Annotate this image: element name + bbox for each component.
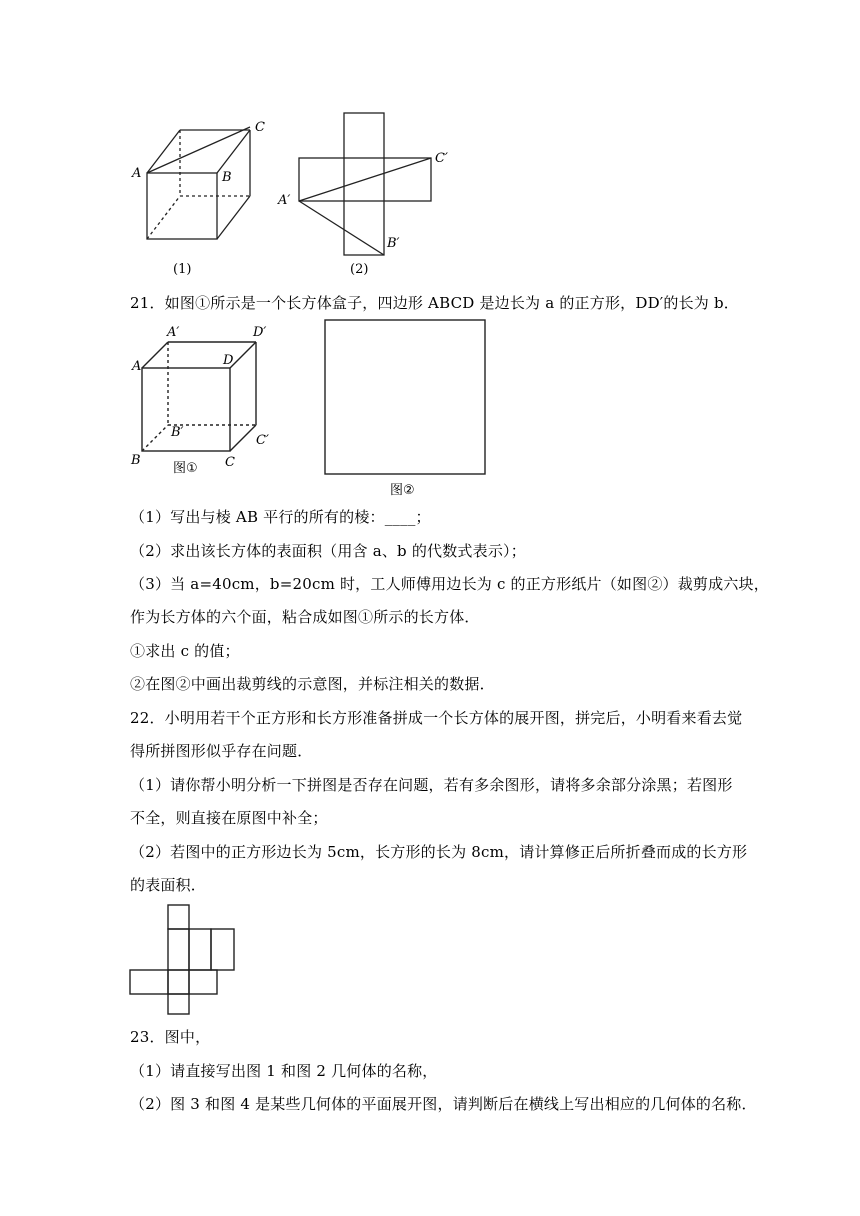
label-c: C: [255, 120, 265, 135]
q23-part-2: （2）图 3 和图 4 是某些几何体的平面展开图，请判断后在横线上写出相应的几何体的名称．: [130, 1095, 757, 1113]
q21-part-2: （2）求出该长方体的表面积（用含 a、b 的代数式表示）；: [130, 542, 526, 560]
q22-net-figure: [128, 903, 238, 1018]
caption-1: (1): [173, 262, 192, 277]
label-d-prime: D′: [253, 325, 267, 340]
net-line-ab: [299, 201, 384, 255]
label-a-prime: A′: [278, 193, 291, 208]
q21-part-3a: （3）当 a=40cm，b=20cm 时，工人师傅用边长为 c 的正方形纸片（如图②）裁剪成六块，: [130, 575, 769, 593]
label-c: C: [225, 455, 235, 470]
label-c-prime: C′: [256, 433, 269, 448]
q21-figures: [125, 318, 495, 500]
label-b: B: [222, 170, 232, 185]
q21-part-3-ii: ②在图②中画出裁剪线的示意图，并标注相关的数据．: [130, 675, 495, 693]
q21-part-3-i: ①求出 c 的值；: [130, 642, 240, 660]
caption-2: (2): [350, 262, 369, 277]
label-a: A: [132, 166, 142, 181]
label-d: D: [223, 353, 234, 368]
cuboid-net-diagram: [128, 903, 238, 1018]
q22-part-2b: 的表面积．: [130, 876, 207, 894]
cuboid-and-square-diagram: [125, 318, 495, 500]
q22-intro-a: 22．小明用若干个正方形和长方形准备拼成一个长方体的展开图，拼完后，小明看来看去觉: [130, 709, 743, 727]
caption-fig-2: 图②: [390, 483, 415, 498]
q23-intro: 23．图中，: [130, 1028, 211, 1046]
label-b-prime: B′: [171, 425, 184, 440]
q23-part-1: （1）请直接写出图 1 和图 2 几何体的名称，: [130, 1062, 438, 1080]
net-line-ac: [299, 158, 431, 201]
label-a: A: [132, 359, 142, 374]
label-b-prime: B′: [387, 236, 400, 251]
label-b: B: [131, 453, 141, 468]
square-paper: [325, 320, 485, 474]
q22-intro-b: 得所拼图形似乎存在问题．: [130, 742, 313, 760]
label-c-prime: C′: [435, 151, 448, 166]
q22-part-2a: （2）若图中的正方形边长为 5cm，长方形的长为 8cm，请计算修正后所折叠而成的长方形: [130, 843, 748, 861]
q21-part-1: （1）写出与棱 AB 平行的所有的棱：____；: [130, 508, 431, 526]
label-a-prime: A′: [167, 325, 180, 340]
caption-fig-1: 图①: [173, 461, 198, 476]
cube-net-diagram: [125, 105, 455, 280]
cube-front-face: [147, 173, 217, 239]
figure-cube-and-net: [125, 105, 455, 280]
q22-part-1b: 不全，则直接在原图中补全；: [130, 809, 328, 827]
q21-intro: 21．如图①所示是一个长方体盒子，四边形 ABCD 是边长为 a 的正方形，DD′的长为 b．: [130, 294, 739, 312]
q21-part-3b: 作为长方体的六个面，粘合成如图①所示的长方体．: [130, 608, 480, 626]
q22-part-1a: （1）请你帮小明分析一下拼图是否存在问题，若有多余图形，请将多余部分涂黑；若图形: [130, 776, 733, 794]
